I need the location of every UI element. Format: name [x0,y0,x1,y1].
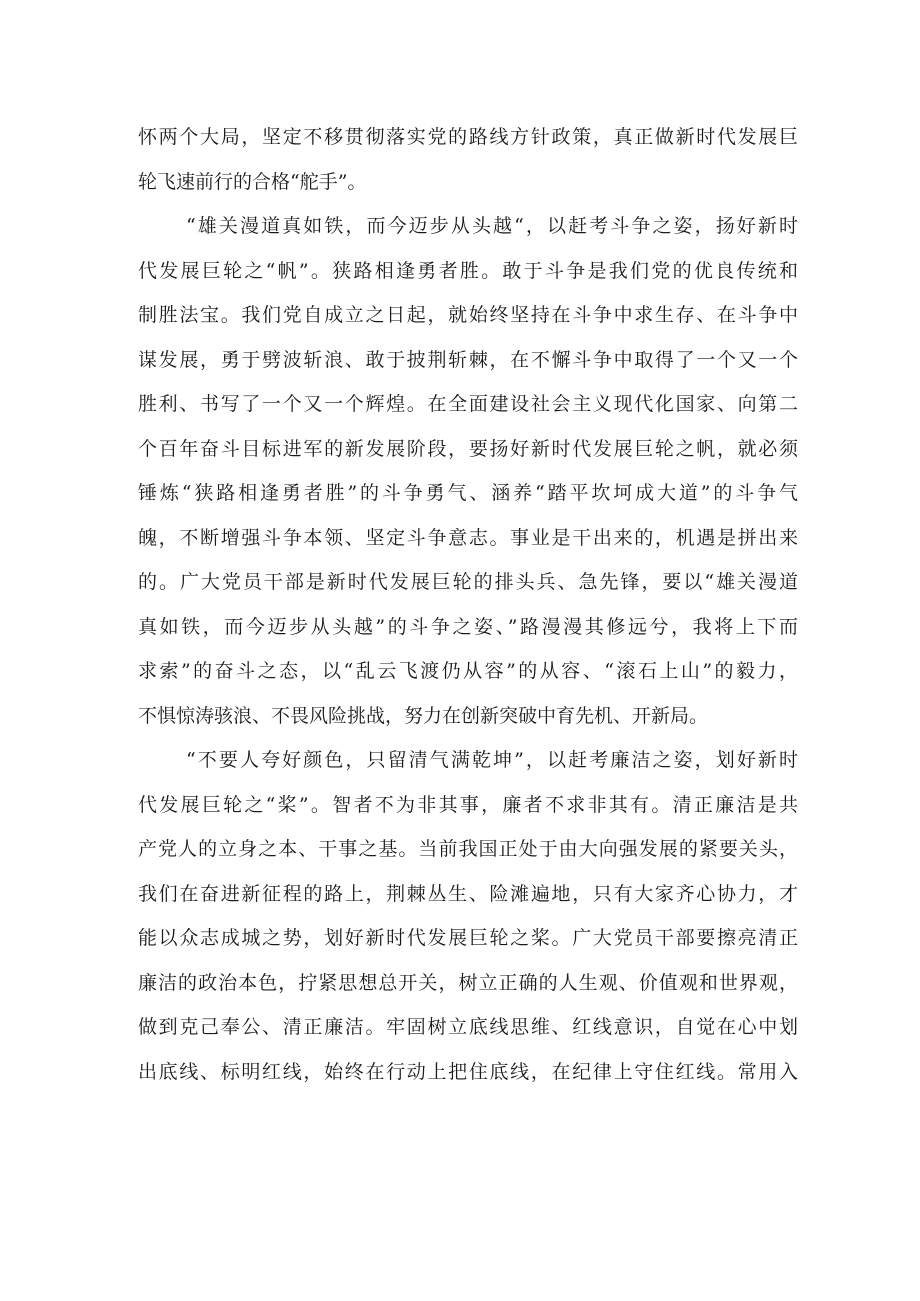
text-line: 锤炼“狭路相逢勇者胜”的斗争勇气、涵养“踏平坎坷成大道”的斗争气 [138,482,798,504]
text-line: 代发展巨轮之“桨”。智者不为非其事，廉者不求非其有。清正廉洁是共 [138,793,798,816]
text-line: 怀两个大局，坚定不移贯彻落实党的路线方针政策，真正做新时代发展巨 [138,126,798,148]
text-line: 能以众志成城之势，划好新时代发展巨轮之桨。广大党员干部要擦亮清正 [138,927,798,949]
text-line: 的。广大党员干部是新时代发展巨轮的排头兵、急先锋，要以“雄关漫道 [138,571,798,593]
text-line: 轮飞速前行的合格“舵手”。 [138,170,367,193]
text-line: 真如铁，而今迈步从头越”的斗争之姿、”路漫漫其修远兮，我将上下而 [138,615,798,638]
text-line: 代发展巨轮之“帆”。狭路相逢勇者胜。敢于斗争是我们党的优良传统和 [138,259,798,282]
text-line: 廉洁的政治本色，拧紧思想总开关，树立正确的人生观、价值观和世界观， [138,971,798,994]
text-line: 出底线、标明红线，始终在行动上把住底线，在纪律上守住红线。常用入 [138,1060,798,1083]
text-line: 胜利、书写了一个又一个辉煌。在全面建设社会主义现代化国家、向第二 [138,393,798,415]
text-line: 求索”的奋斗之态，以“乱云飞渡仍从容”的从容、“滚石上山”的毅力， [138,660,798,682]
text-line: 谋发展，勇于劈波斩浪、敢于披荆斩棘，在不懈斗争中取得了一个又一个 [138,348,798,371]
text-line: 魄，不断增强斗争本领、坚定斗争意志。事业是干出来的，机遇是拼出来 [138,526,798,549]
text-line: “雄关漫道真如铁，而今迈步从头越“，以赶考斗争之姿，扬好新时 [186,215,798,237]
text-line: 不惧惊涛骇浪、不畏风险挑战，努力在创新突破中育先机、开新局。 [138,704,709,727]
text-line: 制胜法宝。我们党自成立之日起，就始终坚持在斗争中求生存、在斗争中 [138,304,798,326]
text-line: “不要人夸好颜色，只留清气满乾坤”，以赶考廉洁之姿，划好新时 [186,749,798,771]
text-line: 我们在奋进新征程的路上，荆棘丛生、险滩遍地，只有大家齐心协力，才 [138,882,798,905]
document-body [138,115,798,1094]
text-line: 做到克己奉公、清正廉洁。牢固树立底线思维、红线意识，自觉在心中划 [138,1016,798,1038]
text-line: 产党人的立身之本、干事之基。当前我国正处于由大向强发展的紧要关头， [138,838,798,860]
text-line: 个百年奋斗目标进军的新发展阶段，要扬好新时代发展巨轮之帆，就必须 [138,437,798,460]
